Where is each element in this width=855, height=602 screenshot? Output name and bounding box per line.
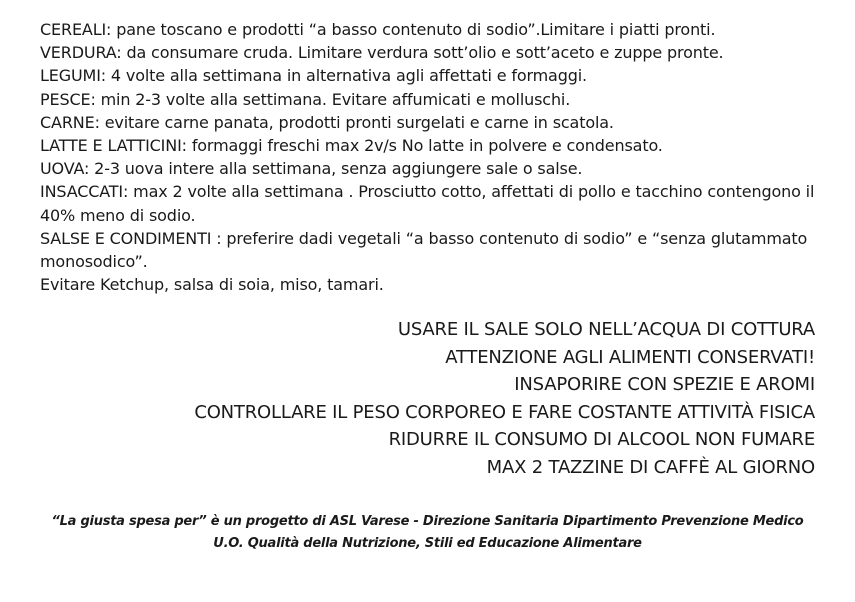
advice-spezie-aromi: INSAPORIRE CON SPEZIE E AROMI — [514, 374, 815, 396]
guideline-latte-latticini: LATTE E LATTICINI: formaggi freschi max 2v/s No latte in polvere e condensato. — [40, 136, 663, 156]
footer-project-line: “La giusta spesa per” è un progetto di ASL Varese - Direzione Sanitaria Dipartimento Prevenzione Medico — [51, 514, 804, 529]
advice-alimenti-conservati: ATTENZIONE AGLI ALIMENTI CONSERVATI! — [445, 346, 815, 368]
guideline-carne: CARNE: evitare carne panata, prodotti pronti surgelati e carne in scatola. — [40, 112, 614, 132]
advice-sale-cottura: USARE IL SALE SOLO NELL’ACQUA DI COTTURA — [397, 319, 815, 340]
dietary-guidelines — [40, 18, 830, 296]
advice-caffe: MAX 2 TAZZINE DI CAFFÈ AL GIORNO — [486, 456, 815, 478]
guideline-verdura: VERDURA: da consumare cruda. Limitare verdura sott’olio e sott’aceto e zuppe pronte. — [40, 43, 724, 63]
advice-peso-attivita: CONTROLLARE IL PESO CORPOREO E FARE COSTANTE ATTIVITÀ FISICA — [194, 401, 815, 423]
guideline-cereali: CEREALI: pane toscano e prodotti “a basso contenuto di sodio”.Limitare i piatti pronti. — [40, 20, 716, 39]
guideline-pesce: PESCE: min 2-3 volte alla settimana. Evitare affumicati e molluschi. — [40, 89, 571, 109]
health-advice — [115, 316, 815, 482]
guideline-insaccati: INSACCATI: max 2 volte alla settimana . Prosciutto cotto, affettati di pollo e tacchino contengono il 40% meno di sodio. — [40, 182, 815, 225]
guideline-evitare: Evitare Ketchup, salsa di soia, miso, tamari. — [40, 275, 384, 295]
guideline-salse-condimenti: SALSE E CONDIMENTI : preferire dadi vegetali “a basso contenuto di sodio” e “senza glutammato monosodico”. — [40, 228, 808, 272]
guideline-uova: UOVA: 2-3 uova intere alla settimana, senza aggiungere sale o salse. — [40, 159, 583, 179]
advice-alcool-fumo: RIDURRE IL CONSUMO DI ALCOOL NON FUMARE — [388, 429, 815, 451]
footer-credits — [0, 511, 855, 555]
footer-department-line: U.O. Qualità della Nutrizione, Stili ed Educazione Alimentare — [213, 536, 642, 551]
guideline-legumi: LEGUMI: 4 volte alla settimana in alternativa agli affettati e formaggi. — [40, 66, 587, 86]
